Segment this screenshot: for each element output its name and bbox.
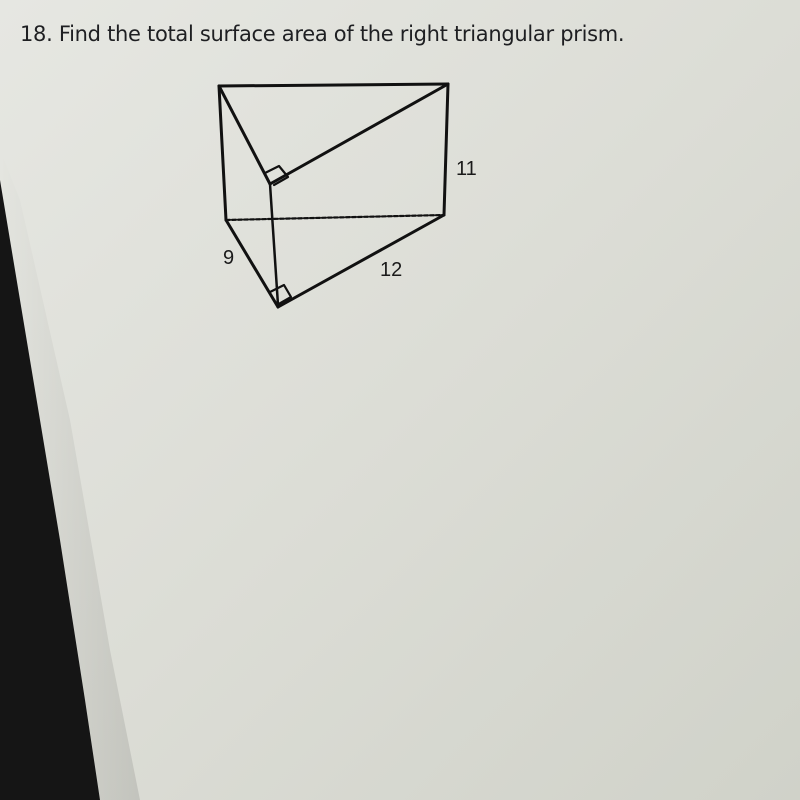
question-text: 18. Find the total surface area of the right triangular prism. [20,22,625,46]
height-label: 11 [456,158,477,180]
leg-long-label: 12 [380,259,403,281]
leg-short-label: 9 [223,247,235,269]
top-edge-back [219,84,448,86]
